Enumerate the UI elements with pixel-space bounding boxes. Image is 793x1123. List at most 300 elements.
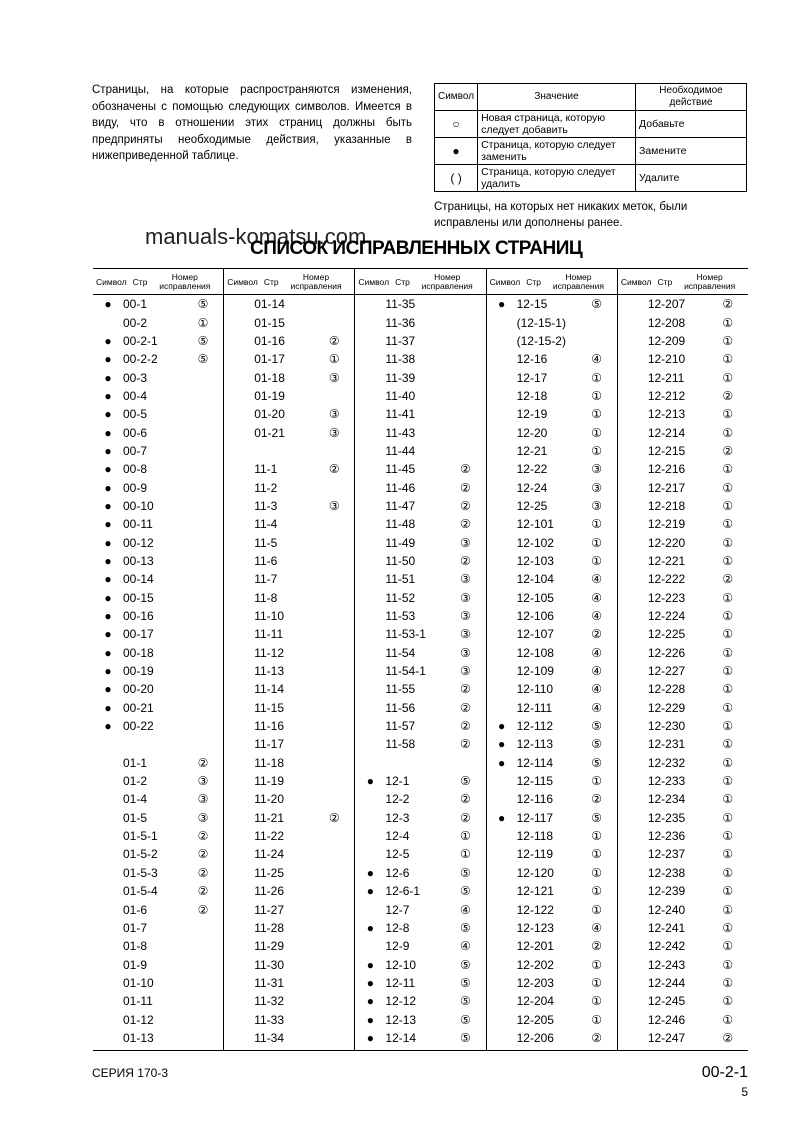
table-row — [487, 680, 617, 698]
replace-symbol-icon: ● — [366, 865, 375, 880]
revision-number: ① — [722, 700, 734, 715]
table-row — [224, 717, 354, 735]
page-number: 11-41 — [385, 407, 416, 422]
series-label: СЕРИЯ 170-3 — [92, 1066, 168, 1080]
table-row — [224, 405, 354, 423]
page-number: 11-16 — [254, 719, 285, 734]
table-row — [355, 900, 485, 918]
table-row — [224, 1010, 354, 1028]
page-number: (12-15-1) — [516, 315, 566, 330]
table-row — [487, 717, 617, 735]
table-row — [618, 882, 748, 900]
page-number: 00-1 — [123, 297, 148, 312]
revision-number: ④ — [591, 590, 602, 605]
page-number: 11-24 — [254, 847, 285, 862]
table-row — [618, 1010, 748, 1028]
revision-number: ⑤ — [460, 1030, 471, 1045]
table-row — [224, 644, 354, 662]
page-number: 00-11 — [123, 517, 153, 532]
page-number: 12-9 — [385, 939, 410, 954]
page-number: 11-45 — [385, 462, 416, 477]
table-row — [355, 845, 485, 863]
table-row — [487, 992, 617, 1010]
revision-number: ① — [722, 774, 734, 789]
table-row — [487, 644, 617, 662]
table-row — [93, 974, 223, 992]
revision-number: ① — [591, 517, 602, 532]
table-row — [93, 1029, 223, 1047]
page-number: 00-16 — [123, 609, 154, 624]
page-number: 00-13 — [123, 553, 154, 568]
table-row — [93, 607, 223, 625]
page-number: 11-50 — [385, 553, 416, 568]
revision-number: ① — [591, 957, 602, 972]
revision-number: ② — [722, 388, 734, 403]
page-number: 12-18 — [516, 388, 548, 403]
table-row — [93, 533, 223, 551]
page-code: 00-2-1 — [701, 1064, 748, 1081]
revision-number: ② — [460, 700, 471, 715]
replace-symbol-icon: ● — [104, 407, 112, 422]
page-number: 12-17 — [516, 370, 548, 385]
table-row — [224, 478, 354, 496]
table-row — [355, 955, 485, 973]
revision-number: ③ — [328, 425, 340, 440]
table-row — [487, 442, 617, 460]
table-row — [224, 864, 354, 882]
page-number: 01-1 — [123, 755, 148, 770]
table-row — [224, 332, 354, 350]
page-number: 01-6 — [123, 902, 148, 917]
table-row — [355, 827, 485, 845]
header-revision: Номер исправления — [552, 271, 604, 291]
replace-symbol-icon: ● — [497, 755, 506, 770]
page-number: 12-108 — [516, 645, 554, 660]
watermark: manuals-komatsu.com — [145, 224, 367, 249]
table-row — [618, 442, 748, 460]
page-number: 11-32 — [254, 994, 285, 1009]
page-number: 11-36 — [385, 315, 416, 330]
page-number: 12-203 — [516, 975, 554, 990]
table-row — [487, 900, 617, 918]
table-row — [224, 845, 354, 863]
table-row — [224, 680, 354, 698]
page-number: 12-241 — [647, 920, 686, 935]
header-page: Стр — [657, 276, 673, 287]
revision-number: ① — [591, 884, 602, 899]
page-number: 12-234 — [647, 792, 686, 807]
table-row — [618, 680, 748, 698]
revision-number: ② — [197, 902, 209, 917]
page-number: 12-101 — [516, 517, 554, 532]
table-row — [224, 955, 354, 973]
replace-symbol-icon: ● — [366, 994, 375, 1009]
revision-number: ② — [591, 1030, 602, 1045]
table-row — [618, 900, 748, 918]
revision-number: ① — [591, 994, 602, 1009]
page-number: 11-2 — [254, 480, 278, 495]
table-row — [618, 955, 748, 973]
replace-symbol-icon: ● — [497, 810, 506, 825]
header-symbol: Символ — [227, 276, 258, 287]
page-number: 01-5-2 — [123, 847, 158, 862]
page-number: 00-6 — [123, 425, 148, 440]
revision-number: ① — [722, 609, 734, 624]
revision-number: ① — [722, 957, 734, 972]
table-row — [355, 405, 485, 423]
page-number: 11-51 — [385, 572, 416, 587]
table-row — [618, 570, 748, 588]
page-number: 11-17 — [254, 737, 285, 752]
revision-number: ② — [197, 884, 209, 899]
table-row — [355, 313, 485, 331]
table-row — [93, 295, 223, 313]
page-number: 12-20 — [516, 425, 548, 440]
open-circle-icon: ○ — [435, 111, 478, 138]
page-number: 12-215 — [647, 443, 686, 458]
replace-symbol-icon: ● — [104, 462, 112, 477]
replace-symbol-icon: ● — [366, 975, 375, 990]
revision-number: ② — [197, 755, 209, 770]
table-row — [487, 497, 617, 515]
table-row — [224, 809, 354, 827]
page-number: 11-43 — [385, 425, 416, 440]
replace-symbol-icon: ● — [104, 719, 112, 734]
revision-number: ① — [722, 425, 734, 440]
page-number: 11-56 — [385, 700, 416, 715]
revision-number: ① — [722, 682, 734, 697]
table-row — [224, 497, 354, 515]
header-page: Стр — [132, 276, 148, 287]
legend-header-row — [435, 84, 747, 111]
page-number: 01-20 — [254, 407, 285, 422]
page-number: 01-10 — [123, 975, 154, 990]
replace-symbol-icon: ● — [104, 443, 112, 458]
revision-number: ① — [722, 370, 734, 385]
replace-symbol-icon: ● — [104, 609, 112, 624]
table-row — [93, 864, 223, 882]
page-number: 00-12 — [123, 535, 154, 550]
symbol-legend-table — [434, 83, 747, 192]
page-number: 12-213 — [647, 407, 686, 422]
revision-number: ③ — [197, 774, 209, 789]
table-row — [618, 845, 748, 863]
page-number: 12-15 — [516, 297, 548, 312]
table-column — [487, 269, 618, 1050]
legend-action: Удалите — [636, 165, 747, 192]
table-row — [355, 423, 485, 441]
table-row — [93, 900, 223, 918]
revision-number: ② — [328, 333, 340, 348]
table-row — [618, 772, 748, 790]
page-number: 12-239 — [647, 884, 686, 899]
revision-number: ⑤ — [197, 352, 209, 367]
page-number: 12-202 — [516, 957, 554, 972]
table-row — [355, 717, 485, 735]
table-row — [224, 423, 354, 441]
page-number: 12-227 — [647, 664, 686, 679]
page-number: 00-15 — [123, 590, 154, 605]
page-number: 01-15 — [254, 315, 285, 330]
revision-number: ① — [722, 645, 734, 660]
page-number: 11-8 — [254, 590, 278, 605]
revision-number: ① — [722, 462, 734, 477]
column-header — [224, 269, 354, 295]
page-number: 12-231 — [647, 737, 686, 752]
page-number: 12-206 — [516, 1030, 554, 1045]
table-row — [487, 1010, 617, 1028]
table-row — [355, 735, 485, 753]
revision-number: ① — [722, 553, 734, 568]
page-number: 12-120 — [516, 865, 554, 880]
table-row — [93, 368, 223, 386]
table-row — [93, 442, 223, 460]
table-row — [93, 717, 223, 735]
replace-symbol-icon: ● — [104, 627, 112, 642]
table-row — [93, 662, 223, 680]
table-row — [487, 974, 617, 992]
revision-number: ④ — [591, 572, 602, 587]
page-number: 11-1 — [254, 462, 278, 477]
revision-number: ⑤ — [460, 865, 471, 880]
table-column — [618, 269, 748, 1050]
table-row — [224, 992, 354, 1010]
table-row — [355, 552, 485, 570]
revision-number: ⑤ — [460, 774, 471, 789]
page-number: 12-25 — [516, 498, 548, 513]
table-row — [355, 607, 485, 625]
table-row — [93, 919, 223, 937]
page-number: 11-39 — [385, 370, 416, 385]
table-row — [487, 754, 617, 772]
page-number: 12-7 — [385, 902, 410, 917]
revision-number: ① — [722, 498, 734, 513]
revision-number: ② — [460, 682, 471, 697]
page-number: 11-26 — [254, 884, 285, 899]
replace-symbol-icon: ● — [104, 352, 112, 367]
revision-number: ① — [722, 847, 734, 862]
table-row — [487, 533, 617, 551]
table-row — [93, 387, 223, 405]
revision-number: ① — [591, 847, 602, 862]
table-column — [224, 269, 355, 1050]
parentheses-icon: ( ) — [435, 165, 478, 192]
table-row — [224, 754, 354, 772]
legend-meaning: Новая страница, которую следует добавить — [478, 111, 636, 138]
intro-paragraph: Страницы, на которые распространяются изменения, обозначены с помощью следующих символов. Имеется в виду, что в отношении этих страниц должны быть предприняты необходимые действия, указанные в нижеприведенной таблице. — [92, 84, 412, 162]
replace-symbol-icon: ● — [104, 700, 112, 715]
revision-number: ② — [591, 792, 602, 807]
page-number: 01-11 — [123, 994, 153, 1009]
table-row — [355, 442, 485, 460]
table-row — [93, 955, 223, 973]
revision-number: ⑤ — [460, 994, 471, 1009]
revision-number: ③ — [460, 609, 471, 624]
table-row — [224, 662, 354, 680]
table-row — [618, 368, 748, 386]
page-title: СПИСОК ИСПРАВЛЕННЫХ СТРАНИЦ — [250, 238, 583, 259]
page-number: 12-11 — [385, 975, 416, 990]
page-number: 01-13 — [123, 1030, 154, 1045]
table-row — [618, 332, 748, 350]
page-number: 12-2 — [385, 792, 410, 807]
page-number: 11-5 — [254, 535, 278, 550]
page-number: 12-13 — [385, 1012, 417, 1027]
header-revision: Номер исправления — [684, 271, 736, 291]
page-number: 12-243 — [647, 957, 686, 972]
legend-row-add — [435, 111, 747, 138]
revision-number: ⑤ — [591, 755, 602, 770]
legend-row-delete — [435, 165, 747, 192]
page-number: 11-18 — [254, 755, 285, 770]
page-number: 12-229 — [647, 700, 686, 715]
table-row — [224, 295, 354, 313]
page-number: 12-105 — [516, 590, 554, 605]
table-row — [93, 790, 223, 808]
page-number: 12-8 — [385, 920, 410, 935]
page-number: 11-22 — [254, 829, 285, 844]
page-number: 00-22 — [123, 719, 154, 734]
page-number: 11-46 — [385, 480, 416, 495]
table-row — [618, 589, 748, 607]
page-number: 12-214 — [647, 425, 686, 440]
revision-number: ③ — [328, 407, 340, 422]
revision-number: ① — [591, 407, 602, 422]
table-row — [93, 809, 223, 827]
page-number: 12-245 — [647, 994, 686, 1009]
replace-symbol-icon: ● — [104, 480, 112, 495]
table-row — [355, 478, 485, 496]
column-header — [487, 269, 617, 295]
page-number: 12-19 — [516, 407, 548, 422]
table-row — [224, 790, 354, 808]
page-number: 00-7 — [123, 443, 148, 458]
page-number: 12-226 — [647, 645, 686, 660]
page-number: (12-15-2) — [516, 333, 566, 348]
table-row — [618, 533, 748, 551]
page-number: 12-5 — [385, 847, 410, 862]
table-row — [355, 699, 485, 717]
page-number: 12-1 — [385, 774, 410, 789]
page-number: 12-106 — [516, 609, 554, 624]
revision-number: ⑤ — [460, 920, 471, 935]
table-row — [224, 387, 354, 405]
table-row — [618, 515, 748, 533]
table-row — [487, 405, 617, 423]
table-row — [355, 625, 485, 643]
page-number: 01-7 — [123, 920, 148, 935]
table-row — [618, 607, 748, 625]
replace-symbol-icon: ● — [497, 737, 506, 752]
table-row — [224, 900, 354, 918]
table-row — [355, 589, 485, 607]
page-number: 12-3 — [385, 810, 410, 825]
revision-number: ② — [722, 443, 734, 458]
table-row — [93, 754, 223, 772]
header-page: Стр — [526, 276, 542, 287]
page-number: 11-21 — [254, 810, 285, 825]
replace-symbol-icon: ● — [104, 645, 112, 660]
page-number: 12-222 — [647, 572, 686, 587]
table-row — [487, 662, 617, 680]
table-row — [355, 515, 485, 533]
page-number: 12-224 — [647, 609, 686, 624]
table-row — [618, 827, 748, 845]
header-revision: Номер исправления — [159, 271, 211, 291]
revision-number: ① — [722, 920, 734, 935]
table-row — [355, 1010, 485, 1028]
table-row — [224, 974, 354, 992]
table-row — [618, 625, 748, 643]
page-number: 12-113 — [516, 737, 554, 752]
page-number: 11-48 — [385, 517, 416, 532]
table-row — [224, 735, 354, 753]
revision-number: ① — [722, 315, 734, 330]
table-row — [355, 790, 485, 808]
table-row — [224, 625, 354, 643]
page-number: 01-5-1 — [123, 829, 158, 844]
page-number: 12-236 — [647, 829, 686, 844]
table-row — [487, 460, 617, 478]
revision-number: ④ — [591, 609, 602, 624]
revision-number: ① — [722, 884, 734, 899]
page-number: 11-52 — [385, 590, 416, 605]
page-number: 12-210 — [647, 352, 686, 367]
table-row — [93, 460, 223, 478]
revision-number: ① — [591, 902, 602, 917]
page-number: 11-6 — [254, 553, 278, 568]
table-row — [618, 717, 748, 735]
page-number: 11-44 — [385, 443, 416, 458]
table-row — [618, 992, 748, 1010]
revision-number: ② — [460, 517, 471, 532]
page-number: 12-22 — [516, 462, 548, 477]
table-row — [224, 607, 354, 625]
legend-meaning: Страница, которую следует заменить — [478, 138, 636, 165]
table-row — [618, 735, 748, 753]
table-row — [224, 699, 354, 717]
page-number: 11-7 — [254, 572, 278, 587]
page-number: 12-212 — [647, 388, 686, 403]
table-row — [618, 478, 748, 496]
table-row — [355, 680, 485, 698]
page-number: 11-49 — [385, 535, 416, 550]
table-row — [93, 827, 223, 845]
revision-number: ⑤ — [591, 810, 602, 825]
column-header — [93, 269, 223, 295]
revision-number: ⑤ — [460, 957, 471, 972]
revision-number: ③ — [591, 498, 602, 513]
page-number: 11-54-1 — [385, 664, 426, 679]
revision-number: ③ — [460, 645, 471, 660]
page-number: 12-230 — [647, 719, 686, 734]
revision-number: ① — [722, 810, 734, 825]
page-number: 11-10 — [254, 609, 285, 624]
replace-symbol-icon: ● — [366, 957, 375, 972]
page-number: 01-19 — [254, 388, 285, 403]
table-row — [224, 442, 354, 460]
table-row — [618, 387, 748, 405]
replace-symbol-icon: ● — [104, 498, 112, 513]
replace-symbol-icon: ● — [104, 370, 112, 385]
revision-number: ② — [722, 1030, 734, 1045]
page-number: 12-123 — [516, 920, 554, 935]
page-number: 11-25 — [254, 865, 285, 880]
page-number: 01-5 — [123, 810, 148, 825]
revision-number: ① — [197, 315, 209, 330]
table-row — [224, 515, 354, 533]
revision-number: ⑤ — [197, 333, 209, 348]
